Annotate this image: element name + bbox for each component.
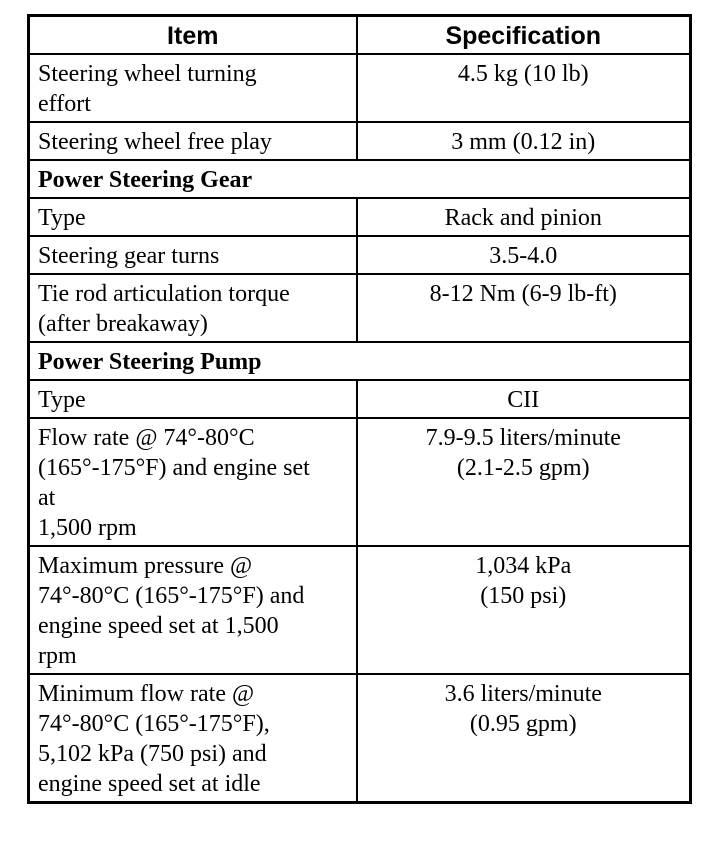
item-text-line: (165°-175°F) and engine set [38, 455, 310, 481]
item-cell [29, 122, 357, 160]
specification-text-line: (2.1-2.5 gpm) [456, 455, 590, 481]
item-cell [29, 236, 357, 274]
item-text-line: Type [38, 387, 86, 413]
item-text-line: 1,500 rpm [38, 515, 137, 541]
section-title: Power Steering Pump [29, 342, 691, 380]
table-row [29, 418, 691, 546]
specification-cell [357, 546, 691, 674]
item-text-line: Maximum pressure @ [38, 553, 253, 579]
specification-cell [357, 380, 691, 418]
specification-text-line: 4.5 kg (10 lb) [457, 61, 589, 87]
specification-cell [357, 274, 691, 342]
specification-text-line: 3.6 liters/minute [444, 681, 602, 707]
table-row [29, 274, 691, 342]
item-text-line: effort [38, 91, 91, 117]
item-text-line: engine speed set at idle [38, 771, 261, 797]
specification-cell [357, 674, 691, 803]
specification-cell [357, 418, 691, 546]
specification-cell [357, 54, 691, 122]
specification-cell [357, 122, 691, 160]
item-cell [29, 198, 357, 236]
specification-text-line: Rack and pinion [444, 205, 602, 231]
item-text-line: Steering wheel free play [38, 129, 272, 155]
item-cell [29, 274, 357, 342]
item-text-line: Steering wheel turning [38, 61, 257, 87]
table-row [29, 122, 691, 160]
header-item: Item [29, 16, 357, 55]
item-cell [29, 380, 357, 418]
item-text-line: engine speed set at 1,500 [38, 613, 279, 639]
specification-text-line: 7.9-9.5 liters/minute [425, 425, 621, 451]
section-row [29, 342, 691, 380]
specification-text-line: CII [507, 387, 540, 413]
item-text-line: 74°-80°C (165°-175°F) and [38, 583, 305, 609]
specification-text-line: 8-12 Nm (6-9 lb-ft) [429, 281, 617, 307]
item-cell [29, 54, 357, 122]
table-header-row [29, 16, 691, 55]
table-row [29, 236, 691, 274]
header-specification: Specification [357, 16, 691, 55]
item-text-line: Flow rate @ 74°-80°C [38, 425, 255, 451]
item-text-line: Steering gear turns [38, 243, 220, 269]
item-text-line: (after breakaway) [38, 311, 208, 337]
item-text-line: Tie rod articulation torque [38, 281, 290, 307]
item-text-line: 74°-80°C (165°-175°F), [38, 711, 270, 737]
specification-text-line: (0.95 gpm) [469, 711, 577, 737]
specification-cell [357, 198, 691, 236]
specification-text-line: 3.5-4.0 [489, 243, 558, 269]
item-text-line: Minimum flow rate @ [38, 681, 255, 707]
table-row [29, 546, 691, 674]
item-text-line: rpm [38, 643, 77, 669]
table-row [29, 380, 691, 418]
table-row [29, 54, 691, 122]
specification-cell [357, 236, 691, 274]
specification-text-line: 1,034 kPa [475, 553, 572, 579]
section-title: Power Steering Gear [29, 160, 691, 198]
table-row [29, 674, 691, 803]
table-row [29, 198, 691, 236]
section-row [29, 160, 691, 198]
specification-text-line: (150 psi) [480, 583, 567, 609]
item-cell [29, 418, 357, 546]
specification-text-line: 3 mm (0.12 in) [451, 129, 596, 155]
table-body [29, 54, 691, 803]
item-cell [29, 674, 357, 803]
specification-table [27, 14, 692, 804]
item-text-line: Type [38, 205, 86, 231]
item-text-line: 5,102 kPa (750 psi) and [38, 741, 267, 767]
item-text-line: at [38, 485, 56, 511]
item-cell [29, 546, 357, 674]
